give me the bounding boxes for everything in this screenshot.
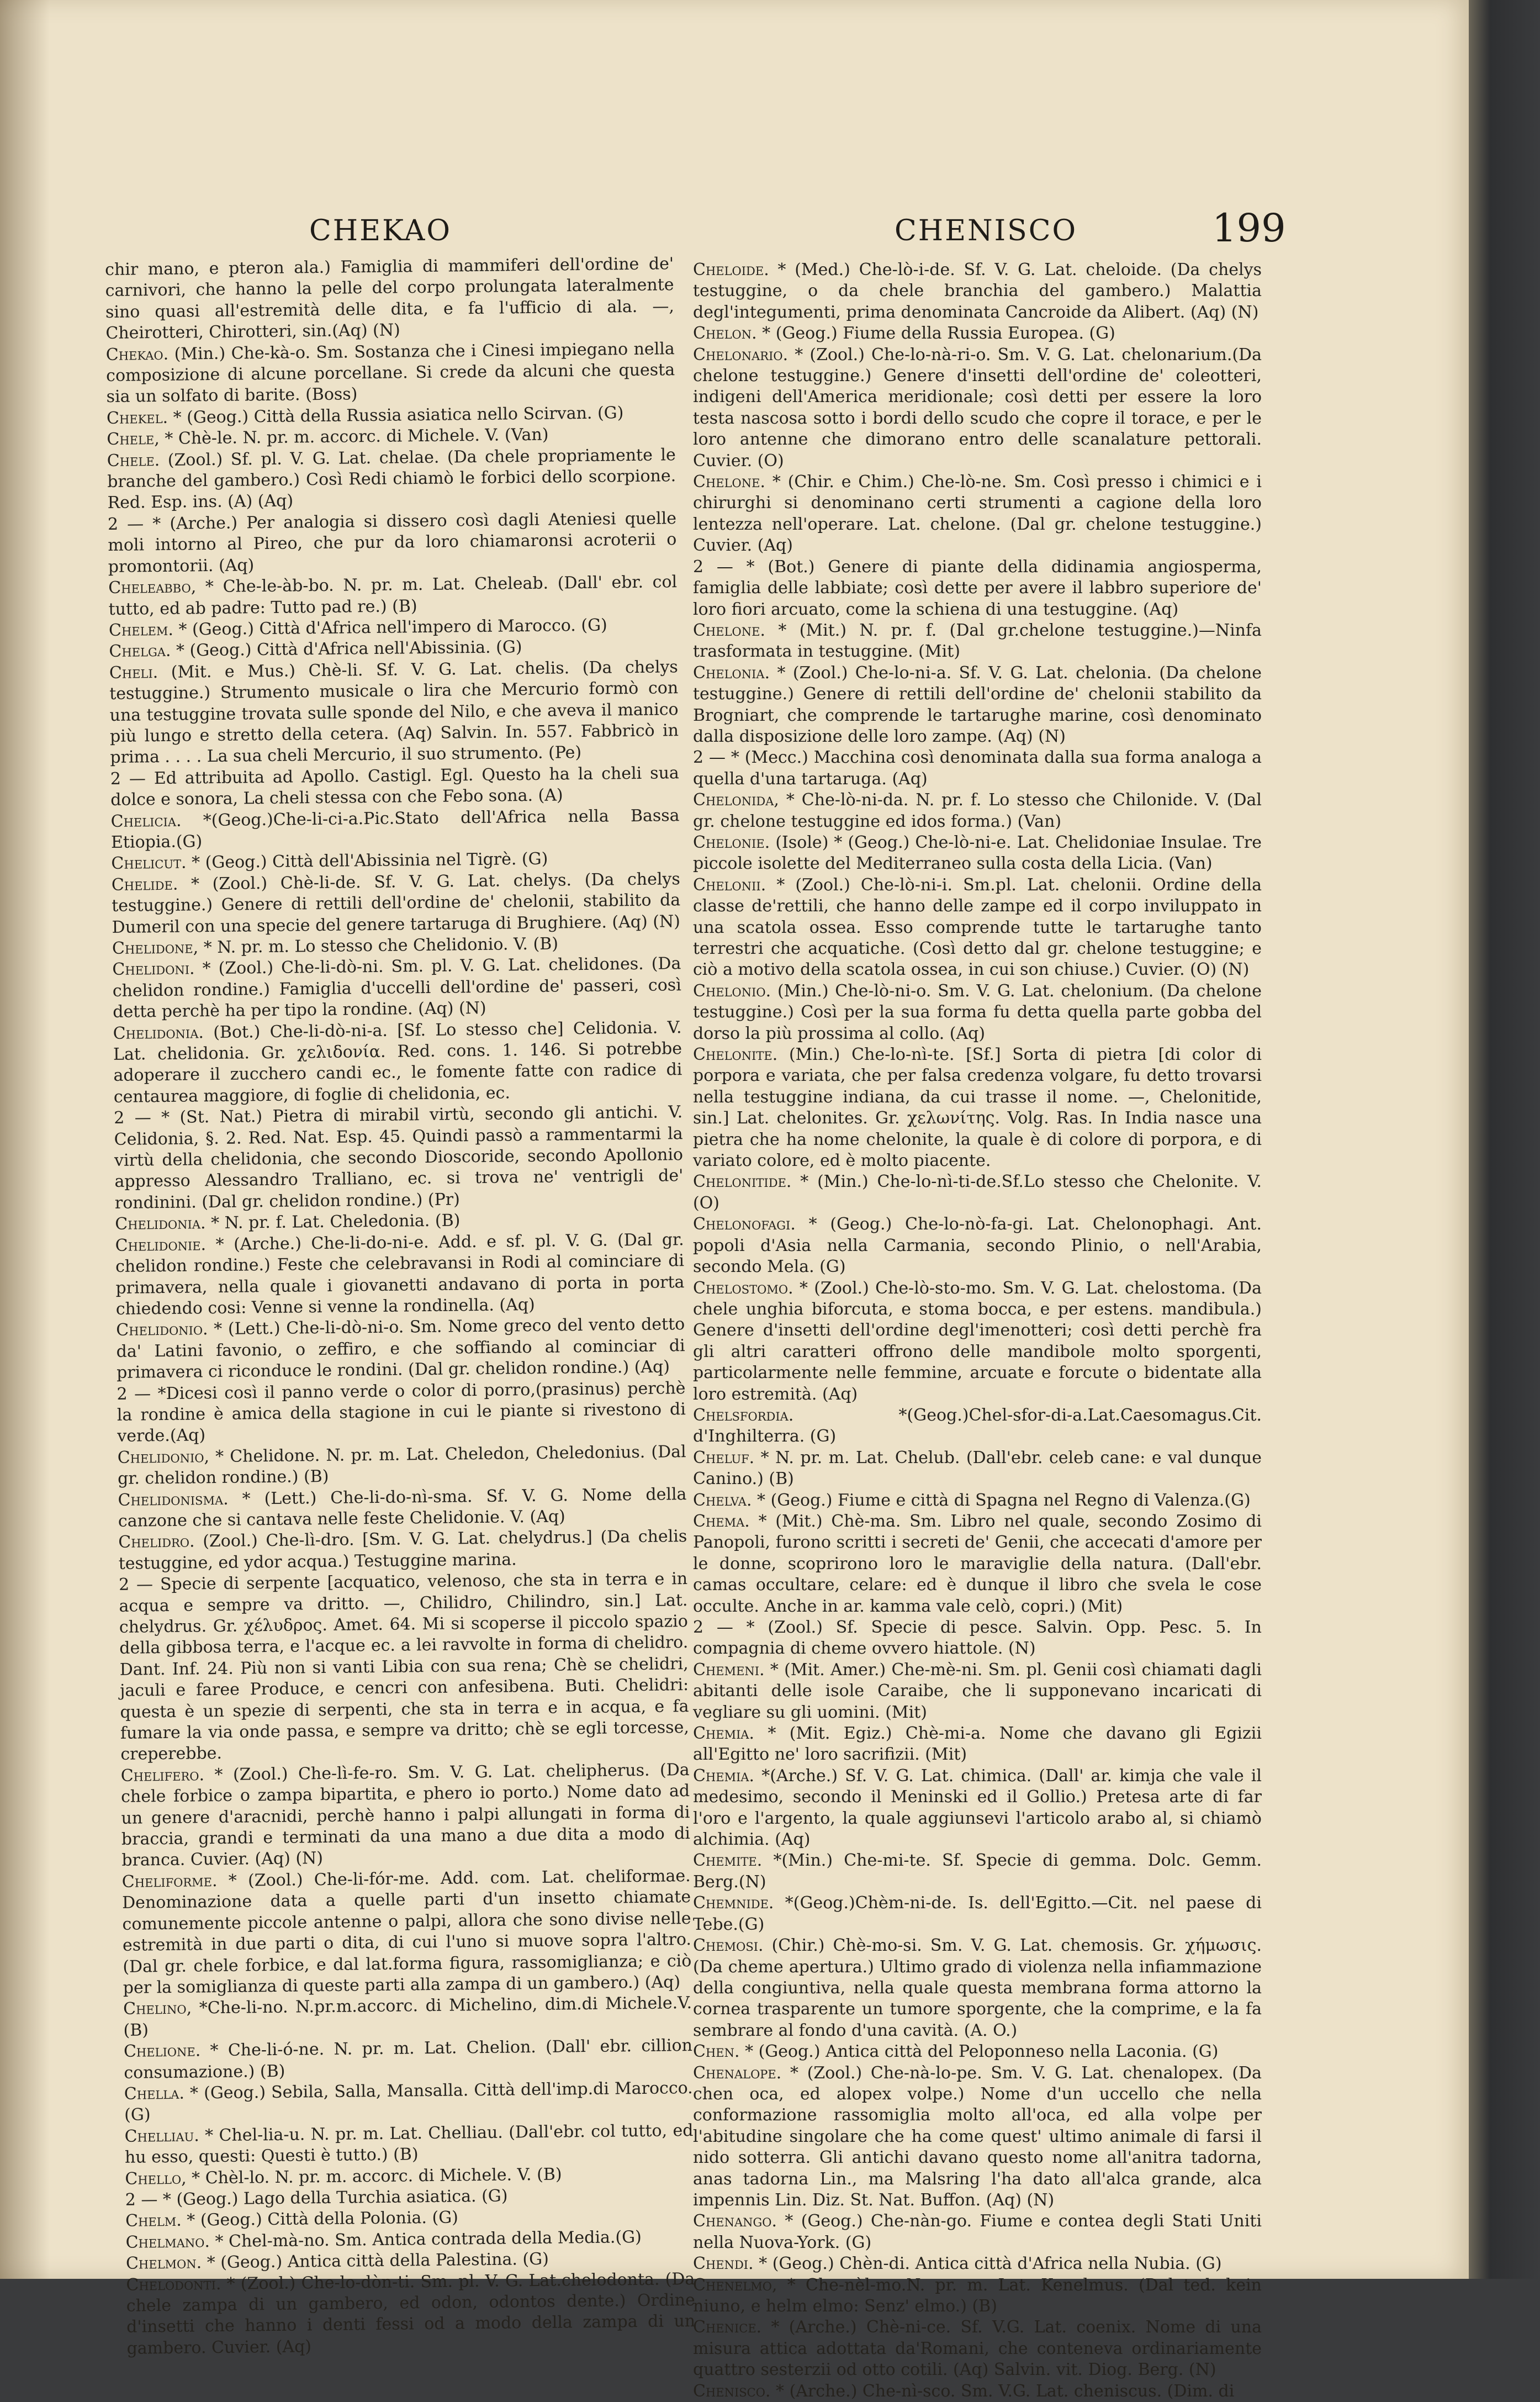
entry-headword: 2 — <box>693 748 726 767</box>
entry-headword: Chelsfordia. <box>693 1406 793 1425</box>
dictionary-entry <box>118 1484 687 1533</box>
entry-text: * (Chir. e Chim.) Che-lò-ne. Sm. Così presso i chimici e i chirurghi si denominano certi strumenti a cagione della loro lentezza nell'operare. Lat. chelone. (Dal gr. chelone testuggine.) Cuvier. (Aq) <box>693 472 1262 555</box>
entry-headword: Chelva. <box>693 1491 752 1510</box>
dictionary-entry <box>693 1660 1262 1723</box>
dictionary-entry <box>693 1214 1262 1277</box>
entry-headword: Cheleabbo, <box>108 577 196 598</box>
entry-headword: Chemia. <box>693 1766 754 1786</box>
entry-headword: Chelonie. <box>693 833 770 852</box>
entry-headword: Chenice. <box>693 2317 761 2337</box>
entry-text: * (Zool.) Che-lì-fe-ro. Sm. V. G. Lat. chelipherus. (Da chele forbice o zampa bipartita, e phero io porto.) Nome dato ad un genere d'aracnidi, perchè hanno i palpi allungati in forma di braccia, grandi e terminati da una mano a due dita a modo di branca. Cuvier. (Aq) (N) <box>121 1760 690 1870</box>
entry-text: * (Mit.) N. pr. f. (Dal gr.chelone testuggine.)—Ninfa trasformata in testuggine. (Mit) <box>693 621 1262 661</box>
entry-text: *(Geog.)Chèm-ni-de. Is. dell'Egitto.—Cit. nel paese di Tebe.(G) <box>693 1893 1262 1934</box>
entry-text: (Chir.) Chè-mo-si. Sm. V. G. Lat. chemosis. Gr. χήμωσις. (Da cheme apertura.) Ultimo grado di violenza nella infiammazione della congiuntiva, nella quale questa membrana forma attorno la cornea trasparente un tumore sporgente, che la comprime, e la fa sembrare al fondo d'una cavità. (A. O.) <box>693 1936 1262 2040</box>
entry-headword: 2 — <box>125 2190 158 2210</box>
entry-headword: Chelidro. <box>118 1532 195 1552</box>
dictionary-entry <box>124 2035 693 2084</box>
entry-text: * (St. Nat.) Pietra di mirabil virtù, secondo gli antichi. V. Celidonia, §. 2. Red. Nat. Esp. 45. Quindi passò a rammentarmi la virtù della chelidonia, che secondo Dioscoride, secondo Apollonio appresso Alessandro Tralliano, ec. si trova ne' ventrigli de' rondinini. (Dal gr. chelidon rondine.) (Pr) <box>114 1102 683 1212</box>
dictionary-entry <box>109 657 679 769</box>
entry-headword: Chelidonia. <box>113 1023 204 1043</box>
entry-text: * Che-le-àb-bo. N. pr. m. Lat. Cheleab. (Dall' ebr. col tutto, ed ab padre: Tutto pad re.) (B) <box>108 572 677 619</box>
dictionary-entry <box>693 1405 1262 1448</box>
entry-text: *(Min.) Che-mi-te. Sf. Specie di gemma. Dolc. Gemm. Berg.(N) <box>693 1851 1262 1891</box>
dictionary-entry <box>693 1278 1262 1405</box>
dictionary-entry <box>113 1017 682 1108</box>
entry-headword: Chelicia. <box>110 811 181 831</box>
entry-headword: Chele, <box>107 429 160 449</box>
entry-text: Specie di serpente [acquatico, velenoso, che sta in terra e in acqua e sempre va dritto. —, Chilidro, Chilindro, sin.] Lat. chelydrus. Gr. χέλυδρος. Amet. 64. Mi si scoperse il piccolo spazio della gibbosa terra, e l'acque ec. a lei ravvolte in forma di chelidro. Dant. Inf. 24. Più non si vanti Libia con sua rena; Chè se chelidri, jaculi e faree Produce, e cencri con anfesibena. Buti. Chelidri: questa è un spezie di serpenti, che sta in terra e in acqua, e fa fumare la via onde passa, e sempre va dritto; chè se egli torcesse, creperebbe. <box>119 1569 689 1764</box>
dictionary-entry <box>693 747 1262 790</box>
entry-text: * (Geog.) Fiume della Russia Europea. (G) <box>762 324 1115 343</box>
entry-headword: Chelga. <box>109 641 171 661</box>
entry-text: * (Arche.) Che-li-do-ni-e. Add. e sf. pl. V. G. (Dal gr. chelidon rondine.) Feste che celebravansi in Rodi al cominciare di primavera, nella quale i giovanetti andavano di porta in porta chiedendo cosi: Venne si venne la rondinella. (Aq) <box>115 1230 685 1319</box>
dictionary-entry <box>693 557 1262 620</box>
entry-headword: Chen. <box>693 2042 740 2061</box>
dictionary-entry <box>693 1850 1262 1893</box>
dictionary-entry <box>106 339 675 408</box>
entry-headword: Chelonario. <box>693 345 788 365</box>
dictionary-entry <box>693 1893 1262 1935</box>
dictionary-entry <box>116 1314 685 1384</box>
entry-text: * (Zool.) Che-lo-ni-a. Sf. V. G. Lat. chelonia. (Da chelone testuggine.) Genere di rettili dell'ordine de' chelonii stabilito da Brogniart, che comprende le tartarughe marine, così denominato dalla disposizione delle loro zampe. (Aq) (N) <box>693 663 1262 746</box>
dictionary-entry <box>122 1866 692 1999</box>
entry-text: *Dicesi così il panno verde o color di porro,(prasinus) perchè la rondine è amica della stagione in cui le piante si rivestono di verde.(Aq) <box>117 1379 686 1447</box>
dictionary-entry <box>114 1102 684 1214</box>
entry-headword: Chelidonisma. <box>118 1489 229 1509</box>
entry-text: * (Med.) Che-lò-i-de. Sf. V. G. Lat. cheloide. (Da chelys testuggine, o da chele branchia del gambero.) Malattia degl'integumenti, prima denominata Cancroide da Alibert. (Aq) (N) <box>693 260 1262 322</box>
dictionary-entry <box>117 1378 686 1448</box>
entry-text: * (Zool.) Che-lo-nà-ri-o. Sm. V. G. Lat. chelonarium.(Da chelone testuggine.) Genere d'insetti dell'ordine de' coleotteri, indigeni dell'America meridionale; così detti per essere la loro testa nascosa sotto i bordi dello scudo che copre il torace, e per le loro antenne che dimorano entro delle scanalature pettorali. Cuvier. (O) <box>693 345 1262 471</box>
entry-headword: Cheluf. <box>693 1448 754 1467</box>
dictionary-entry <box>124 2120 694 2169</box>
entry-headword: Chenisco. <box>693 2382 770 2401</box>
entry-text: * (Zool.) Chè-li-de. Sf. V. G. Lat. chelys. (Da chelys testuggine.) Genere di rettili dell'ordine de' chelonii, stabilito da Dumeril con una specie del genere tartaruga di Brughiere. (Aq) (N) <box>112 869 680 937</box>
entry-headword: 2 — <box>117 1384 151 1404</box>
dictionary-entry <box>115 1229 685 1320</box>
dictionary-entry <box>126 2269 696 2359</box>
dictionary-entry <box>105 254 675 344</box>
dictionary-entry <box>112 954 681 1023</box>
entry-headword: Chelodonti. <box>126 2274 221 2295</box>
entry-text: * N. pr. m. Lo stesso che Chelidonio. V. (B) <box>204 934 559 957</box>
entry-text: * (Geog.) Città d'Africa nell'impero di Marocco. (G) <box>178 615 607 639</box>
entry-text: *(Arche.) Sf. V. G. Lat. chimica. (Dall' ar. kimja che vale il medesimo, secondo il Meninski ed il Gollio.) Pretesa arte di far l'oro e l'argento, la quale aggiunsevi l'articolo arabo al, si chiamò alchimia. (Aq) <box>693 1766 1262 1849</box>
entry-headword: Chelino, <box>123 1999 192 2019</box>
dictionary-entry <box>108 508 677 578</box>
entry-text: chir mano, e pteron ala.) Famiglia di mammiferi dell'ordine de' carnivori, che hanno la pelle del corpo prolungata lateralmente sino quasi all'estremità delle dita, e fa l'ufficio di ala. —, Cheirotteri, Chirotteri, sin.(Aq) (N) <box>105 254 674 343</box>
entry-headword: Chemia. <box>693 1724 754 1743</box>
entry-headword: Cheliforme. <box>122 1871 218 1892</box>
entry-text: * (Arche.) Che-nì-sco. Sm. V.G. Lat. cheniscus. (Dim. di <box>776 2382 1234 2401</box>
entry-text: (Zool.) Che-lì-dro. [Sm. V. G. Lat. chelydrus.] (Da chelis testuggine, ed ydor acqua.) Testuggine marina. <box>119 1527 687 1573</box>
entry-headword: Chelon. <box>693 324 757 343</box>
entry-headword: Chelidonio. <box>116 1319 208 1340</box>
entry-text: * (Zool.) Che-li-fór-me. Add. com. Lat. cheliformae. Denominazione data a quelle parti d'un insetto chiamate comunemente piccole antenne o palpi, allora che sono divise nelle estremità in due parti o dita, di cui l'uno si muove sopra l'altro. (Dal gr. chele forbice, e dal lat.forma figura, rassomiglianza; e ciò per la somiglianza di queste parti alla zampa di un gambero.) (Aq) <box>122 1866 692 1998</box>
entry-text: * Che-lò-ni-da. N. pr. f. Lo stesso che Chilonide. V. (Dal gr. chelone testuggine ed idos forma.) (Van) <box>693 790 1262 831</box>
entry-headword: Chelmon. <box>126 2253 202 2273</box>
dictionary-entry <box>693 1766 1262 1851</box>
dictionary-entry <box>110 763 680 811</box>
entry-text: (Min.) Che-lò-ni-o. Sm. V. G. Lat. chelonium. (Da chelone testuggine.) Così per la sua forma fu detta quella parte gobba del dorso la più prossima al collo. (Aq) <box>693 981 1262 1043</box>
entry-headword: Chelliau. <box>124 2126 199 2146</box>
entry-headword: Chemite. <box>693 1851 762 1870</box>
entry-headword: Chelicut. <box>111 853 187 873</box>
entry-headword: Chenango. <box>693 2211 777 2231</box>
dictionary-entry <box>693 260 1262 323</box>
entry-headword: Chelonida, <box>693 790 779 810</box>
entry-headword: 2 — <box>693 1618 733 1637</box>
entry-headword: Chelidonia. <box>115 1213 206 1234</box>
entry-headword: Chelifero. <box>121 1765 205 1786</box>
dictionary-entry <box>693 620 1262 663</box>
entry-text: * (Geog.) Lago della Turchia asiatica. (G) <box>163 2187 508 2210</box>
dictionary-entry <box>121 1760 691 1872</box>
entry-text: * Chel-lia-u. N. pr. m. Lat. Chelliau. (Dall'ebr. col tutto, ed hu esso, questi: Questi è tutto.) (B) <box>125 2121 694 2167</box>
entry-text: * (Geog.) Antica città del Peloponneso nella Laconia. (G) <box>745 2042 1218 2061</box>
entry-headword: Chelone. <box>693 621 765 640</box>
entry-headword: Chekao. <box>106 344 169 364</box>
entry-text: * Chèl-lo. N. pr. m. accorc. di Michele. V. (B) <box>192 2165 562 2188</box>
dictionary-entry <box>124 2078 694 2126</box>
entry-headword: Chenalope. <box>693 2063 781 2083</box>
entry-headword: Chemeni. <box>693 1660 765 1680</box>
dictionary-entry <box>693 2253 1262 2274</box>
entry-headword: Chele. <box>107 451 160 471</box>
entry-headword: Chelonofagi. <box>693 1215 796 1234</box>
dictionary-entry <box>693 1171 1262 1214</box>
entry-headword: Chelmano. <box>125 2232 210 2252</box>
dictionary-entry <box>693 2381 1262 2402</box>
entry-headword: Chelm. <box>125 2211 182 2231</box>
entry-text: * (Zool.) Che-lò-ni-i. Sm.pl. Lat. chelonii. Ordine della classe de'rettili, che hanno delle zampe ed il corpo inviluppato in una scatola ossea. Esso comprende tutte le tartarughe tanto terrestri che acquatiche. (Così detto dal gr. chelone testuggine; e ciò a motivo della scatola ossea, in cui son chiuse.) Cuvier. (O) (N) <box>693 875 1262 980</box>
entry-text: * Chel-mà-no. Sm. Antica contrada della Media.(G) <box>215 2227 642 2251</box>
entry-headword: Chelide. <box>112 874 178 894</box>
page-number: 199 <box>1212 205 1286 251</box>
left-column <box>105 254 694 2204</box>
dictionary-entry <box>693 790 1262 832</box>
entry-text: * (Arche.) Per analogia si dissero così dagli Ateniesi quelle moli intorno al Pireo, che pur da loro chiamaronsi acroterii o promontorii. (Aq) <box>108 509 676 577</box>
entry-text: * (Mecc.) Macchina così denominata dalla sua forma analoga a quella d'una tartaruga. (Aq) <box>693 748 1262 788</box>
page-edge-background <box>1469 0 1540 2279</box>
entry-headword: Chelem. <box>109 620 173 640</box>
dictionary-entry <box>693 2041 1262 2062</box>
entry-headword: 2 — <box>693 557 733 577</box>
entry-text: (Isole) * (Geog.) Che-lò-ni-e. Lat. Chelidoniae Insulae. Tre piccole isolette del Mediterraneo sulla costa della Licia. (Van) <box>693 833 1262 873</box>
entry-headword: Chelonitide. <box>693 1172 791 1191</box>
entry-text: (Min.) Che-lo-nì-te. [Sf.] Sorta di pietra [di color di porpora e variata, che per falsa credenza volgare, fu detto trovarsi nella testuggine indiana, da cui trasse il nome. —, Chelonitide, sin.] Lat. chelonites. Gr. χελωνίτης. Volg. Ras. In India nasce una pietra che ha nome chelonite, la quale è di colore di porpora, e di variato colore, ed è molto piacente. <box>693 1045 1262 1170</box>
dictionary-entry <box>693 1448 1262 1490</box>
entry-text: * (Lett.) Che-li-dò-ni-o. Sm. Nome greco del vento detto da' Latini favonio, o zeffiro, e che soffiando al cominciar di primavera ci riconduce le rondini. (Dal gr. chelidon rondine.) (Aq) <box>117 1314 685 1382</box>
entry-headword: Chekel. <box>107 408 168 428</box>
entry-headword: Chelonio. <box>693 981 771 1001</box>
page-gutter-shadow <box>0 0 50 2279</box>
entry-text: * N. pr. f. Lat. Cheledonia. (B) <box>211 1211 461 1233</box>
entry-text: (Zool.) Sf. pl. V. G. Lat. chelae. (Da chele propriamente le branche del gambero.) Così Redi chiamò le forbici dello scorpione. Red. Esp. ins. (A) (Aq) <box>107 445 676 513</box>
entry-text: * (Min.) Che-lo-nì-ti-de.Sf.Lo stesso che Chelonite. V. (O) <box>693 1172 1262 1212</box>
dictionary-entry <box>693 981 1262 1044</box>
dictionary-entry <box>693 1511 1262 1617</box>
entry-text: * (Zool.) Sf. Specie di pesce. Salvin. Opp. Pesc. 5. In compagnia di cheme ovvero hiattole. (N) <box>693 1618 1262 1658</box>
entry-text: * (Geog.) Città della Russia asiatica nello Scirvan. (G) <box>173 403 623 427</box>
entry-text: * (Geog.) Antica città della Palestina. (G) <box>207 2250 549 2272</box>
entry-text: * (Bot.) Genere di piante della didinamia angiosperma, famiglia delle labbiate; così dette per avere il labbro superiore de' loro fiori arcuato, come la schiena di una testuggine. (Aq) <box>693 557 1262 619</box>
entry-text: * (Geog.) Chèn-di. Antica città d'Africa nella Nubia. (G) <box>759 2254 1221 2273</box>
entry-text: * (Geog.) Che-lo-nò-fa-gi. Lat. Chelonophagi. Ant. popoli d'Asia nella Carmania, secondo Plinio, o nell'Arabia, secondo Mela. (G) <box>693 1215 1262 1276</box>
entry-text: Ed attribuita ad Apollo. Castigl. Egl. Questo ha la cheli sua dolce e sonora, La cheli stessa con che Febo sona. (A) <box>110 763 679 810</box>
dictionary-entry <box>693 345 1262 472</box>
entry-headword: Cheli. <box>109 663 158 683</box>
entry-headword: Chelonia. <box>693 663 770 683</box>
entry-headword: Chemnide. <box>693 1893 774 1913</box>
dictionary-entry <box>693 323 1262 344</box>
dictionary-entry <box>693 2317 1262 2380</box>
dictionary-entry <box>693 1935 1262 2041</box>
dictionary-entry <box>693 2275 1262 2317</box>
dictionary-entry <box>123 1993 692 2041</box>
dictionary-entry <box>693 1044 1262 1171</box>
dictionary-entry <box>118 1442 687 1490</box>
entry-headword: Chendi. <box>693 2254 754 2273</box>
entry-headword: Chelonii. <box>693 875 766 895</box>
entry-headword: Chenelmo, <box>693 2276 777 2295</box>
entry-text: * (Geog.) Città della Polonia. (G) <box>187 2208 458 2230</box>
dictionary-entry <box>108 572 678 620</box>
dictionary-entry <box>107 445 676 514</box>
entry-text: * (Mit. Amer.) Che-mè-ni. Sm. pl. Genii così chiamati dagli abitanti delle isole Caraibe, che li supponevano incaricati di vegliare su gli uomini. (Mit) <box>693 1660 1262 1722</box>
right-column <box>693 260 1262 2204</box>
dictionary-entry <box>693 875 1262 981</box>
entry-headword: 2 — <box>119 1575 153 1595</box>
entry-text: * (Mit. Egiz.) Chè-mi-a. Nome che davano gli Egizii all'Egitto ne' loro sacrifizii. (Mit) <box>693 1724 1262 1764</box>
entry-headword: 2 — <box>114 1108 151 1128</box>
entry-text: * (Zool.) Che-lò-sto-mo. Sm. V. G. Lat. chelostoma. (Da chele unghia biforcuta, e stoma bocca, e per estens. mandibula.) Genere d'insetti dell'ordine degl'imenotteri; così detti perchè fra gli altri caratteri offrono delle mandibole molto sporgenti, particolarmente nelle femmine, arcuate e forcute o bidentate alla loro estremità. (Aq) <box>693 1279 1262 1404</box>
entry-text: *(Geog.)Chel-sfor-di-a.Lat.Caesomagus.Cit. d'Inghilterra. (G) <box>693 1406 1262 1446</box>
dictionary-entry <box>693 2063 1262 2211</box>
entry-text: * Che-nèl-mo.N. pr. m. Lat. Kenelmus. (Dal ted. kein niuno, e helm elmo: Senz' elmo.) (B) <box>693 2276 1262 2316</box>
entry-headword: Cheloide. <box>693 260 769 279</box>
entry-text: *Che-li-no. N.pr.m.accorc. di Michelino, dim.di Michele.V.(B) <box>123 1993 692 2040</box>
entry-headword: Chemosi. <box>693 1936 764 1955</box>
dictionary-entry <box>112 869 681 938</box>
running-head-left: CHEKAO <box>309 214 452 247</box>
entry-text: (Mit. e Mus.) Chè-li. Sf. V. G. Lat. chelis. (Da chelys testuggine.) Strumento musicale o lira che Mercurio formò con una testuggine trovata sulle sponde del Nilo, e che aveva il manico più lungo e stretto della cetera. (Aq) Salvin. In. 557. Fabbricò in prima . . . . La sua cheli Mercurio, il suo strumento. (Pe) <box>109 657 679 767</box>
entry-text: * (Zool.) Che-nà-lo-pe. Sm. V. G. Lat. chenalopex. (Da chen oca, ed alopex volpe.) Nome d'un uccello che nella conformazione rassomiglia molto all'oca, ed alla volpe per l'abitudine singolare che ha come quest' ultimo animale di farsi il nido sotterra. Gli antichi davano questo nome all'anitra tadorna, anas tadorna Lin., ma Malsring l'ha dato all'alca grande, alca impennis Lin. Diz. St. Nat. Buffon. (Aq) (N) <box>693 2063 1262 2210</box>
entry-headword: Chelidone, <box>112 938 198 958</box>
entry-text: * (Arche.) Chè-ni-ce. Sf. V.G. Lat. coenix. Nome di una misura attica adottata da'Romani, che conteneva ordinariamente quattro sesterzii od otto cotili. (Aq) Salvin. vit. Diog. Berg. (N) <box>693 2317 1262 2379</box>
entry-headword: Chelostomo. <box>693 1279 793 1298</box>
entry-headword: Chella. <box>124 2084 185 2104</box>
dictionary-entry <box>118 1526 687 1575</box>
entry-text: (Min.) Che-kà-o. Sm. Sostanza che i Cinesi impiegano nella composizione di alcune porcellane. Si crede da alcuni che questa sia un solfato di barite. (Boss) <box>106 339 675 407</box>
entry-headword: Chema. <box>693 1512 750 1531</box>
entry-text: * Che-li-ó-ne. N. pr. m. Lat. Chelion. (Dall' ebr. cillion consumazione.) (B) <box>124 2036 692 2082</box>
dictionary-entry <box>119 1569 690 1765</box>
entry-text: * (Zool.) Che-lo-dòn-ti. Sm. pl. V. G. Lat.chelodonta. (Da chele zampa di un gambero, ed odon, odontos dente.) Ordine d'insetti che hanno i denti fessi od a modo della zampa di un gambero. Cuvier. (Aq) <box>126 2269 696 2358</box>
entry-text: * (Lett.) Che-li-do-nì-sma. Sf. V. G. Nome della canzone che si cantava nelle feste Chelidonie. V. (Aq) <box>118 1485 687 1531</box>
entry-headword: Chelidonie. <box>115 1235 207 1255</box>
entry-text: * (Geog.) Fiume e città di Spagna nel Regno di Valenza.(G) <box>757 1491 1251 1510</box>
entry-text: * Chelidone. N. pr. m. Lat. Cheledon, Cheledonius. (Dal gr. chelidon rondine.) (B) <box>118 1442 686 1488</box>
entry-headword: Chello, <box>125 2168 187 2188</box>
dictionary-entry <box>693 472 1262 557</box>
entry-headword: Chelione. <box>124 2041 201 2061</box>
entry-text: * N. pr. m. Lat. Chelub. (Dall'ebr. celeb cane: e val dunque Canino.) (B) <box>693 1448 1262 1488</box>
entry-headword: Chelidonio, <box>118 1447 210 1467</box>
entry-headword: 2 — <box>108 514 144 534</box>
entry-text: * (Geog.) Città d'Africa nell'Abissinia. (G) <box>176 637 522 661</box>
running-head-right: CHENISCO <box>895 214 1077 247</box>
entry-text: *(Geog.)Che-li-ci-a.Pic.Stato dell'Africa nella Bassa Etiopia.(G) <box>111 806 680 852</box>
entry-text: * (Mit.) Chè-ma. Sm. Libro nel quale, secondo Zosimo di Panopoli, furono scritti i secreti de' Genii, che accecati d'amore per le donne, scoprirono loro le maraviglie della natura. (Dall'ebr. camas occultare, celare: ed è dunque il libro che svela le cose occulte. Anche in ar. kamma vale celò, copri.) (Mit) <box>693 1512 1262 1616</box>
entry-text: * (Geog.) Città dell'Abissinia nel Tigrè. (G) <box>192 849 548 873</box>
entry-headword: Chelonite. <box>693 1045 777 1064</box>
dictionary-entry <box>693 663 1262 748</box>
entry-text: * (Zool.) Che-li-dò-ni. Sm. pl. V. G. Lat. chelidones. (Da chelidon rondine.) Famiglia d'uccelli dell'ordine de' passeri, così detta perchè ha per tipo la rondine. (Aq) (N) <box>113 954 681 1022</box>
dictionary-entry <box>693 2211 1262 2253</box>
entry-headword: Chelone. <box>693 472 765 492</box>
entry-text: * Chè-le. N. pr. m. accorc. di Michele. V. (Van) <box>165 425 548 448</box>
dictionary-entry <box>110 805 680 854</box>
entry-text: * (Geog.) Sebila, Salla, Mansalla. Città dell'imp.di Marocco.(G) <box>124 2078 693 2125</box>
entry-text: (Bot.) Che-li-dò-ni-a. [Sf. Lo stesso che] Celidonia. V. Lat. chelidonia. Gr. χελιδονία. Red. cons. 1. 146. Si potrebbe adoperare il zucchero candi ec., le fomente fatte con radice di centaurea maggiore, di foglie di chelidonia, ec. <box>113 1018 682 1107</box>
dictionary-entry <box>693 1490 1262 1511</box>
dictionary-entry <box>693 832 1262 875</box>
entry-headword: 2 — <box>110 769 146 789</box>
dictionary-entry <box>693 1723 1262 1766</box>
entry-text: * (Geog.) Che-nàn-go. Fiume e contea degli Stati Uniti nella Nuova-York. (G) <box>693 2211 1262 2252</box>
entry-headword: Chelidoni. <box>112 959 194 980</box>
dictionary-entry <box>693 1617 1262 1660</box>
